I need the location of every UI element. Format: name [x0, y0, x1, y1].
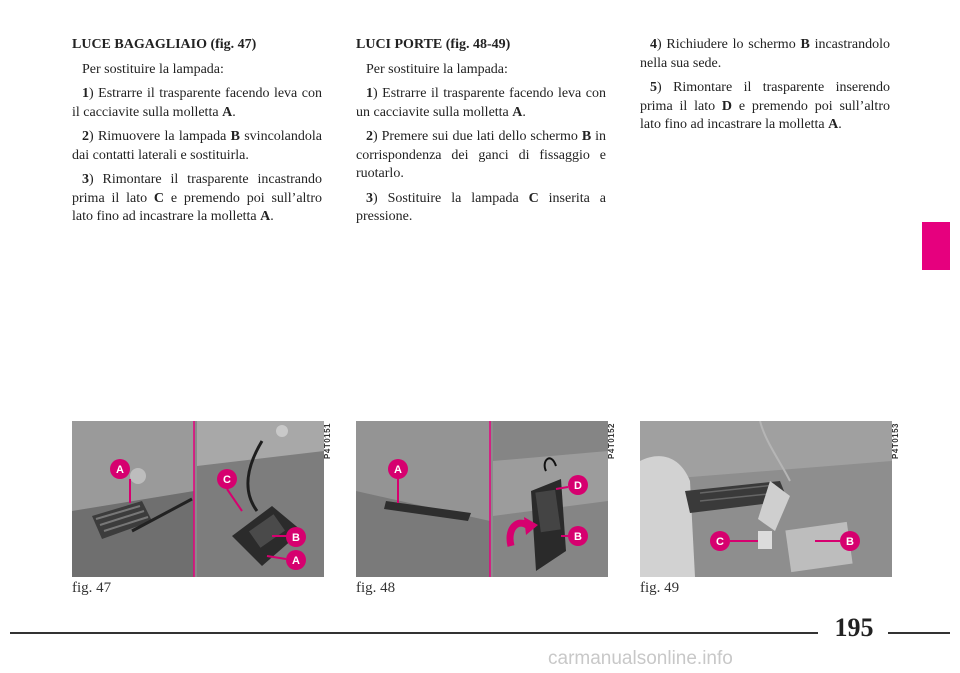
callout-c: C [223, 474, 231, 486]
step-2: 2) Rimuovere la lampada B svincolandola dai contatti laterali e sostituirla. [72, 129, 322, 163]
step-1: 1) Estrarre il trasparente facendo leva con un cacciavite sulla molletta A. [356, 86, 606, 120]
step-2: 2) Premere sui due lati dello schermo B in corrispondenza dei ganci di fissaggio e ruotarlo. [356, 129, 606, 181]
footer-rule-right [888, 632, 950, 634]
intro-text: Per sostituire la lampada: [366, 61, 508, 77]
step-3: 3) Sostituire la lampada C inserita a pressione. [356, 190, 607, 224]
figure-49-photo [640, 421, 892, 577]
section-title-luci-porte: LUCI PORTE (fig. 48-49) [356, 37, 511, 52]
figure-48-code: P4T0152 [607, 423, 616, 459]
figure-49-code: P4T0153 [891, 423, 900, 459]
callout-a: A [116, 464, 124, 476]
step-1: 1) Estrarre il trasparente facendo leva con il cacciavite sulla molletta A. [72, 86, 322, 120]
figure-49-caption: fig. 49 [640, 580, 680, 596]
column-1 [72, 36, 322, 233]
callout-d: D [574, 480, 582, 492]
figure-48-caption: fig. 48 [356, 580, 396, 596]
figure-48-photo [356, 421, 608, 577]
intro-text: Per sostituire la lampada: [82, 61, 224, 77]
callout-b: B [574, 531, 582, 543]
callout-a: A [394, 464, 402, 476]
figure-47-photo [72, 421, 324, 577]
page-number: 195 [834, 613, 874, 642]
step-4: 4) Richiudere lo schermo B incastrandolo nella sua sede. [640, 37, 890, 71]
watermark: carmanualsonline.info [548, 648, 733, 669]
figure-47-code: P4T0151 [323, 423, 332, 459]
step-3: 3) Rimontare il trasparente incastrando prima il lato C e premendo poi sull’altro lato fino ad incastrare la molletta A. [72, 172, 322, 224]
footer-rule-left [10, 632, 818, 634]
figure-47-caption: fig. 47 [72, 580, 112, 596]
step-5: 5) Rimontare il trasparente inserendo prima il lato D e premendo poi sull’altro lato fino ad incastrare la molletta A. [640, 80, 890, 132]
callout-b: B [292, 532, 300, 544]
callout-b: B [846, 536, 854, 548]
section-tab-marker [922, 222, 950, 270]
callout-a2: A [292, 555, 300, 567]
section-title-luce-bagagliaio: LUCE BAGAGLIAIO (fig. 47) [72, 37, 257, 52]
callout-c: C [716, 536, 724, 548]
column-2 [356, 36, 606, 233]
column-3 [640, 36, 890, 141]
